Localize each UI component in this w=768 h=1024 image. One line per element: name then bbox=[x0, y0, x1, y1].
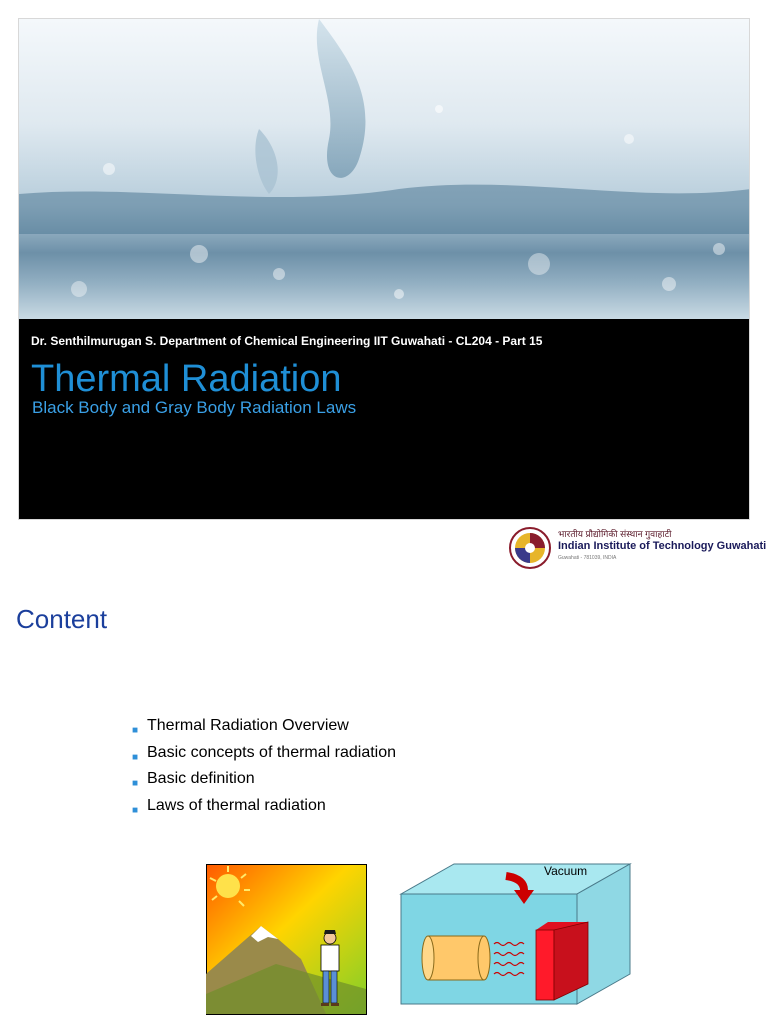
title-banner bbox=[19, 319, 749, 520]
institute-logo-block bbox=[508, 526, 768, 570]
sun-mountain-person-illustration bbox=[206, 864, 368, 1016]
author-line: Dr. Senthilmurugan S. Department of Chemical Engineering IIT Guwahati - CL204 - Part 15 bbox=[31, 334, 543, 348]
bullet-icon: ■ bbox=[132, 778, 139, 789]
institute-address: Guwahati - 781039, INDIA bbox=[558, 555, 617, 561]
bullet-icon: ■ bbox=[132, 751, 139, 763]
list-item: ■ Thermal Radiation Overview bbox=[130, 714, 396, 741]
vacuum-chamber-illustration bbox=[396, 858, 634, 1010]
list-item: ■ Basic definition bbox=[130, 767, 396, 794]
institute-name-hindi: भारतीय प्रौद्योगिकी संस्थान गुवाहाटी bbox=[558, 529, 672, 539]
water-splash-image bbox=[19, 19, 749, 319]
list-item: ■ Basic concepts of thermal radiation bbox=[130, 741, 396, 768]
list-item: ■ Laws of thermal radiation bbox=[130, 794, 396, 821]
slide-title: Thermal Radiation bbox=[31, 358, 342, 400]
content-heading: Content bbox=[16, 604, 108, 634]
title-slide bbox=[18, 18, 750, 520]
content-list bbox=[130, 714, 396, 820]
slide-subtitle: Black Body and Gray Body Radiation Laws bbox=[32, 398, 357, 417]
iit-guwahati-logo-icon bbox=[508, 526, 552, 570]
bullet-icon: ■ bbox=[132, 804, 139, 816]
vacuum-label: Vacuum bbox=[544, 864, 588, 878]
cylinder-body-icon bbox=[422, 936, 490, 980]
institute-name-english: Indian Institute of Technology Guwahati bbox=[558, 540, 767, 552]
bullet-icon: ■ bbox=[132, 725, 139, 736]
